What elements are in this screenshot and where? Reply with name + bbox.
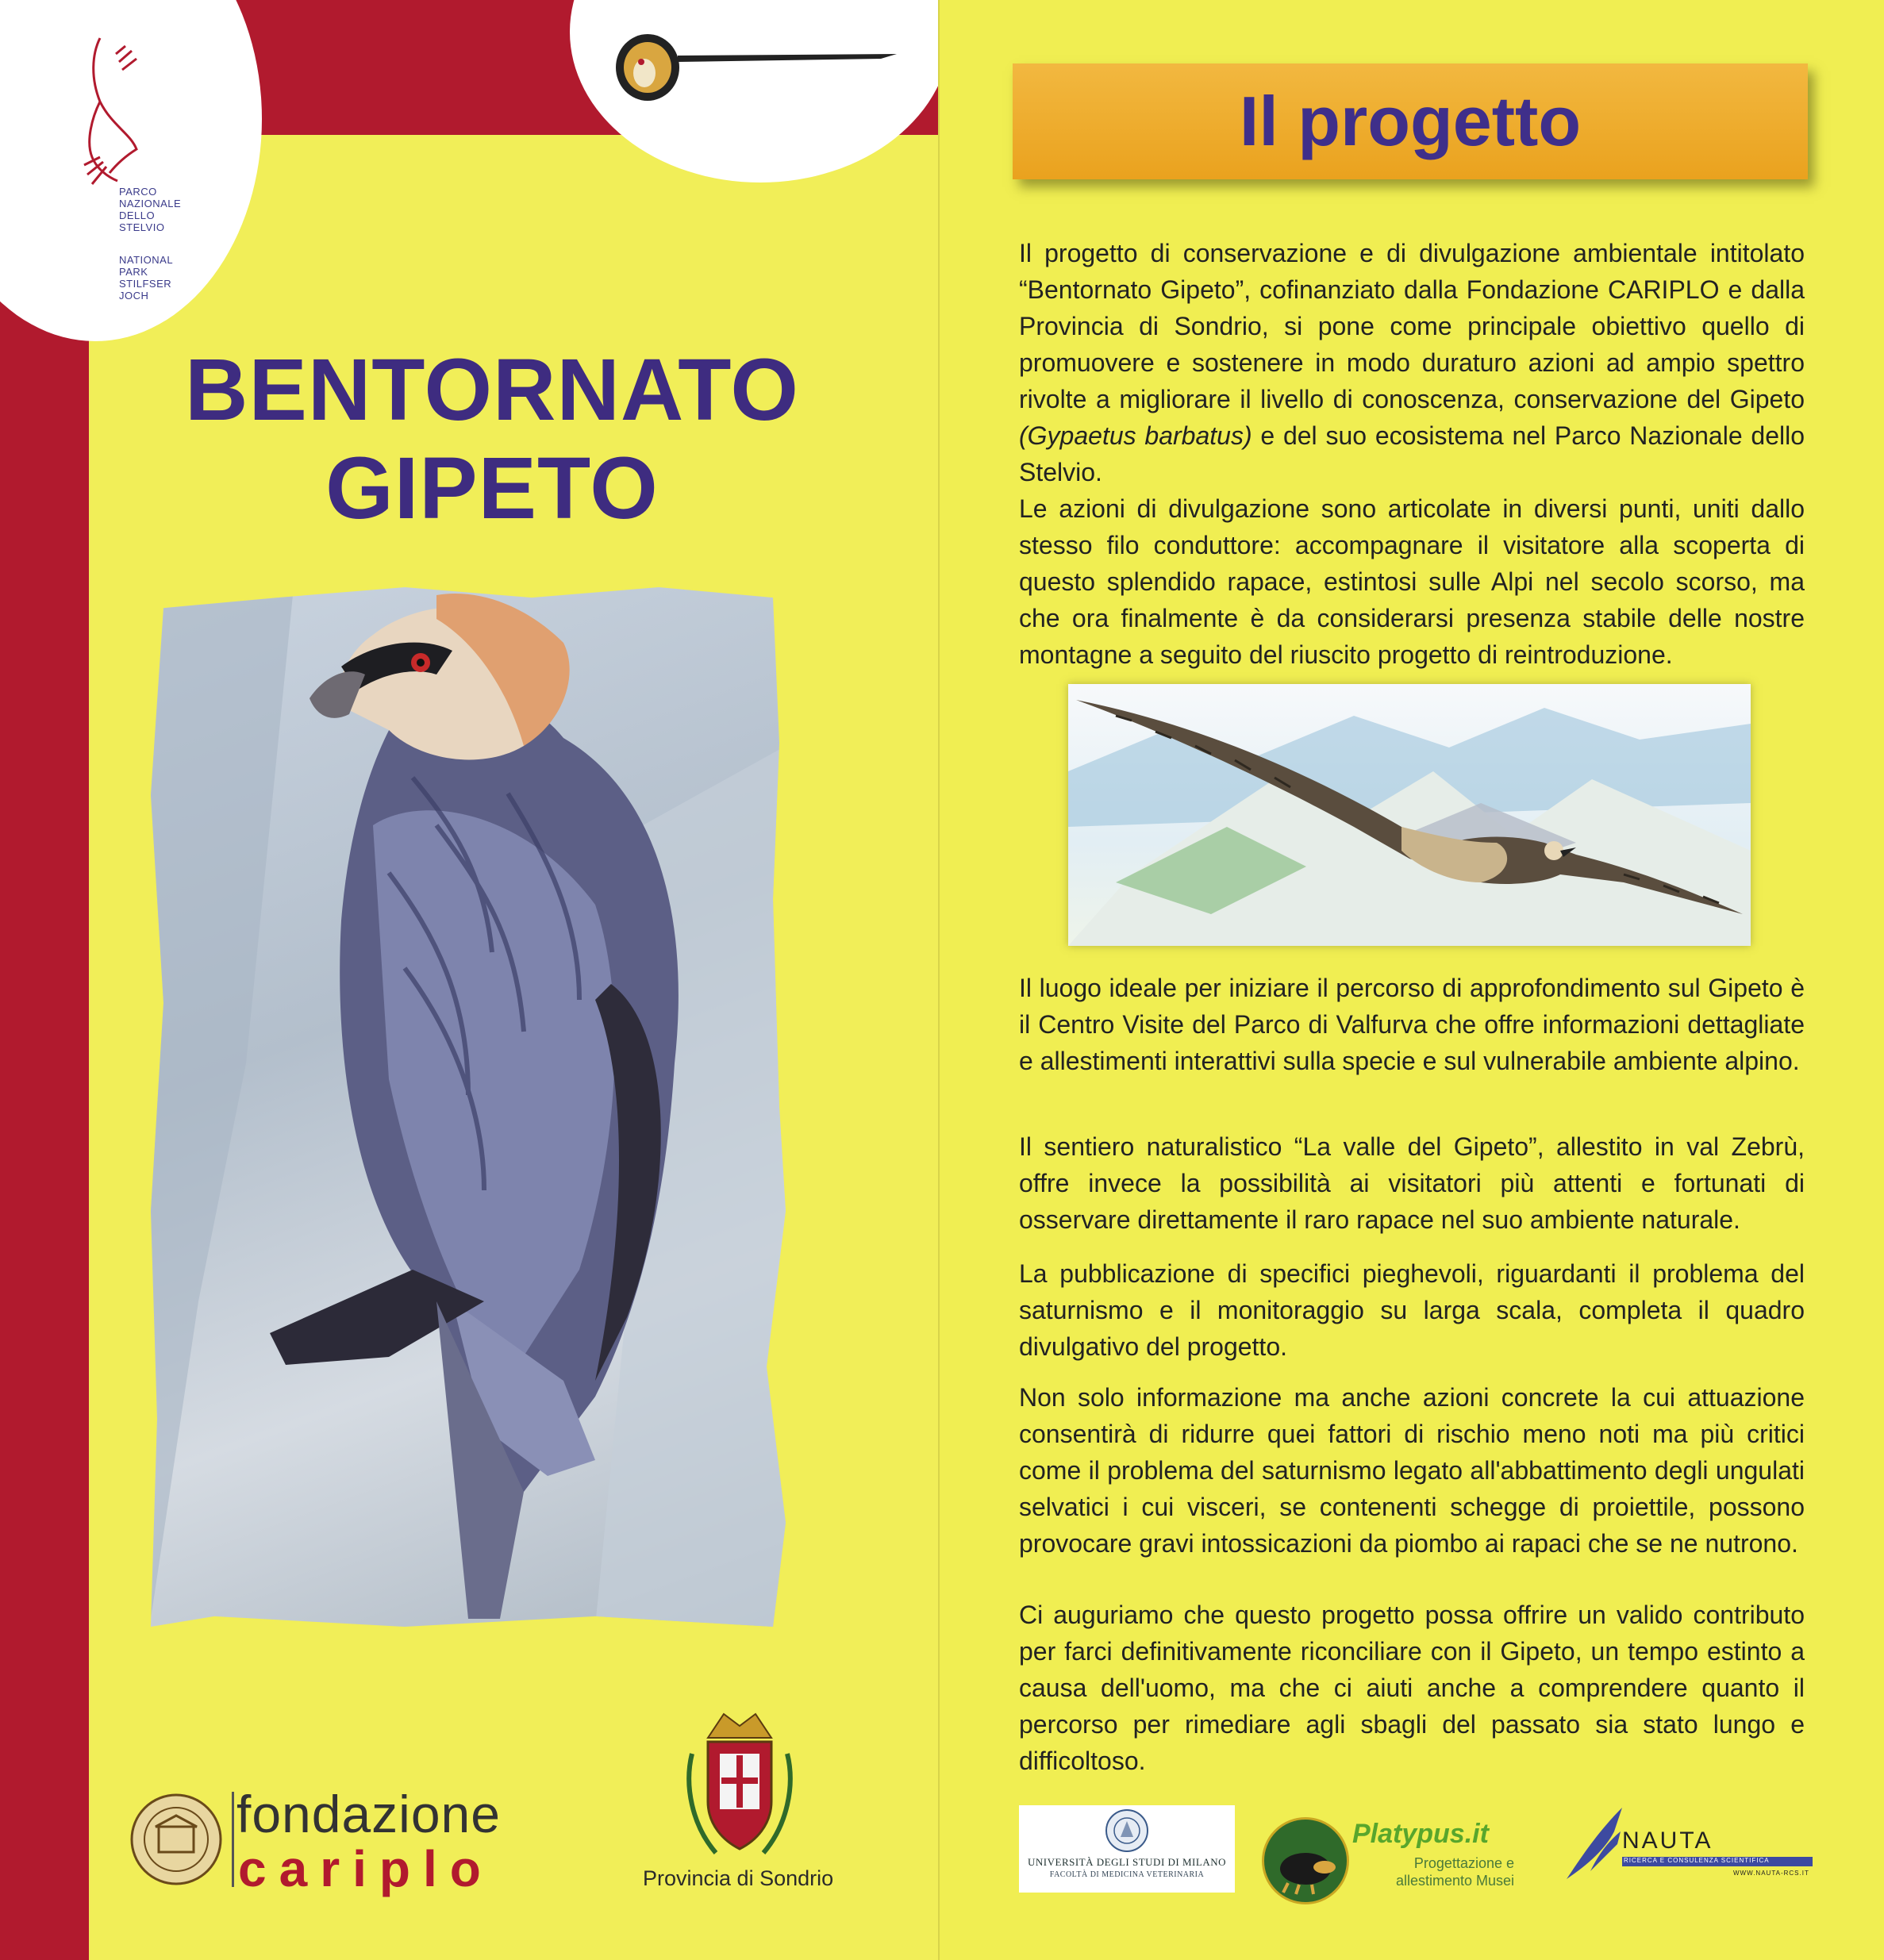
project-paragraph-7: Ci auguriamo che questo progetto possa offrire un valido contributo per farci definitivamente riconciliare con il Gipeto, un tempo estinto a causa dell'uomo, ma che ci aiuti anche a comprendere quanto il percorso per rimediare agli sbagli del passato sia stato lungo e difficoltoso. [1019, 1601, 1805, 1775]
park-name-it: PARCO NAZIONALE DELLO STELVIO [119, 186, 182, 233]
bearded-vulture-photo [151, 587, 786, 1627]
project-paragraph-3: Il luogo ideale per iniziare il percorso di approfondimento sul Gipeto è il Centro Visite del Parco di Valfurva che offre informazioni dettagliate e allestimenti interattivi sulla specie e sul vulnerabile ambiente alpino. [1019, 974, 1805, 1075]
cariplo-seal-icon [129, 1792, 224, 1887]
nauta-wordmark: NAUTA [1622, 1827, 1713, 1854]
project-paragraph-1: Il progetto di conservazione e di divulgazione ambientale intitolato “Bentornato Gipeto”, cofinanziato dalla Fondazione CARIPLO e dalla Provincia di Sondrio, si pone come principale obiettivo quello di promuovere e sostenere in modo duraturo azioni ad ampio spettro rivolte a migliorare il livello di conoscenza, conservazione del Gipeto (Gypaetus barbatus) e del suo ecosistema nel Parco Nazionale dello Stelvio. [1019, 239, 1805, 486]
unimi-faculty: FACOLTÀ DI MEDICINA VETERINARIA [1049, 1870, 1205, 1879]
project-paragraph-2: Le azioni di divulgazione sono articolate in diversi punti, uniti dallo stesso filo conduttore: accompagnare il visitatore alla scoperta di questo splendido rapace, estintosi sulle Alpi nel secolo scorso, ma che ora finalmente è da considerarsi presenza stabile delle nostre montagne a seguito del riuscito progetto di reintroduzione. [1019, 494, 1805, 669]
sondrio-coat-of-arms-icon [684, 1706, 795, 1865]
fondazione-wordmark: fondazione [236, 1785, 501, 1843]
cover-title-line1: BENTORNATO [185, 341, 799, 439]
unimi-seal-icon [1105, 1808, 1149, 1853]
project-paragraph-4: Il sentiero naturalistico “La valle del Gipeto”, allestito in val Zebrù, offre invece la possibilità ai visitatori più attenti e fortunati di osservare direttamente il raro rapace nel suo ambiente naturale. [1019, 1132, 1805, 1234]
flying-vulture-icon [1068, 684, 1751, 946]
platypus-mole-icon [1264, 1820, 1347, 1902]
platypus-tagline-2: allestimento Musei [1395, 1873, 1514, 1889]
cariplo-divider [232, 1792, 234, 1887]
bird-head-icon [611, 24, 905, 103]
park-name-en: NATIONAL PARK STILFSER JOCH [119, 254, 174, 302]
platypus-tagline-1: Progettazione e [1413, 1855, 1514, 1871]
project-paragraph-5: La pubblicazione di specifici pieghevoli, riguardanti il problema del saturnismo e il monitoraggio su larga scala, completa il quadro divulgativo del progetto. [1019, 1259, 1805, 1361]
provincia-label: Provincia di Sondrio [643, 1866, 834, 1890]
cover-title-line2: GIPETO [325, 440, 659, 537]
unimi-name: UNIVERSITÀ DEGLI STUDI DI MILANO [1028, 1856, 1226, 1868]
flying-vulture-illustration [1068, 684, 1751, 946]
cover-panel [0, 0, 940, 1960]
nauta-tagline: RICERCA E CONSULENZA SCIENTIFICA [1624, 1857, 1770, 1864]
unimi-logo [1019, 1805, 1235, 1893]
perched-vulture-illustration [151, 587, 786, 1627]
platypus-wordmark: Platypus.it [1352, 1819, 1489, 1849]
project-title-box [1013, 63, 1808, 179]
cover-title [143, 341, 841, 538]
nauta-url: WWW.NAUTA-RCS.IT [1733, 1870, 1809, 1877]
cariplo-wordmark: cariplo [238, 1840, 494, 1897]
species-name: (Gypaetus barbatus) [1019, 421, 1252, 450]
project-title: Il progetto [1239, 82, 1582, 160]
project-paragraph-6: Non solo informazione ma anche azioni concrete la cui attuazione consentirà di ridurre quei fattori di rischio meno noti ma più critici come il problema del saturnismo legato all'abbattimento degli ungulati selvatici i cui visceri, se contenenti schegge di proiettile, possono provocare gravi intossicazioni da piombo ai rapaci che se ne nutrono. [1019, 1383, 1805, 1558]
platypus-logo-circle [1262, 1817, 1349, 1904]
project-panel [940, 0, 1884, 1960]
